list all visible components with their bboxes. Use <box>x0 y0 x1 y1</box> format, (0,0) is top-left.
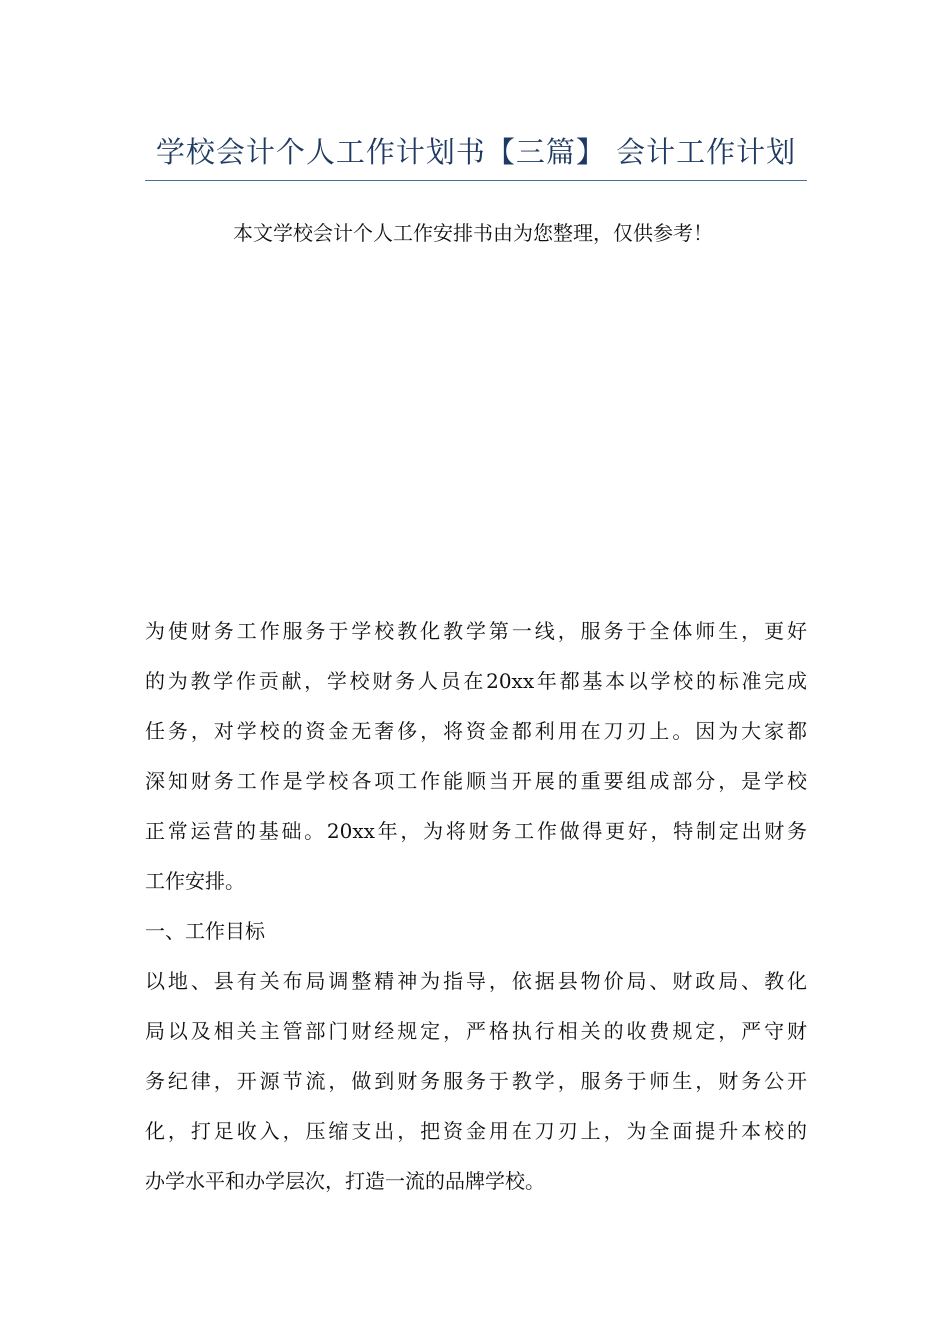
section-heading: 一、工作目标 <box>145 919 265 943</box>
paragraph-line: 深知财务工作是学校各项工作能顺当开展的重要组成部分，是学校 <box>145 769 807 793</box>
paragraph-line: 务纪律，开源节流，做到财务服务于教学，服务于师生，财务公开 <box>145 1069 807 1093</box>
document-title: 学校会计个人工作计划书【三篇】 会计工作计划 <box>155 135 797 169</box>
paragraph-line: 局以及相关主管部门财经规定，严格执行相关的收费规定，严守财 <box>145 1019 807 1043</box>
paragraph-line: 工作安排。 <box>145 869 245 893</box>
intro-text: 本文学校会计个人工作安排书由为您整理，仅供参考！ <box>233 221 713 245</box>
paragraph-line: 正常运营的基础。20xx年，为将财务工作做得更好，特制定出财务 <box>145 819 807 843</box>
paragraph-line: 为使财务工作服务于学校教化教学第一线，服务于全体师生，更好 <box>145 619 807 643</box>
paragraph-line: 化，打足收入，压缩支出，把资金用在刀刃上，为全面提升本校的 <box>145 1119 807 1143</box>
paragraph-line: 任务，对学校的资金无奢侈，将资金都利用在刀刃上。因为大家都 <box>145 719 807 743</box>
paragraph-line: 的为教学作贡献，学校财务人员在20xx年都基本以学校的标准完成 <box>145 669 807 693</box>
paragraph-line: 以地、县有关布局调整精神为指导，依据县物价局、财政局、教化 <box>145 969 807 993</box>
title-underline <box>145 180 807 181</box>
document-body <box>145 612 807 1212</box>
paragraph-line: 办学水平和办学层次，打造一流的品牌学校。 <box>145 1169 545 1193</box>
